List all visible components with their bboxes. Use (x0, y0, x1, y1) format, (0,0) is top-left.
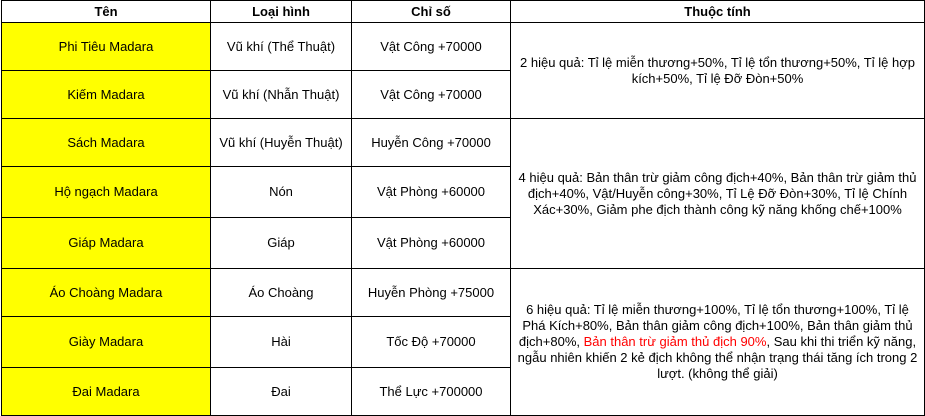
header-row (2, 1, 925, 23)
item-type: Đai (211, 368, 352, 416)
header-stat: Chỉ số (352, 1, 511, 23)
item-name: Phi Tiêu Madara (2, 23, 211, 71)
madara-set-table (1, 0, 925, 416)
item-stat: Vật Phòng +60000 (352, 167, 511, 218)
item-name: Kiếm Madara (2, 71, 211, 119)
item-type: Hài (211, 317, 352, 368)
item-name: Áo Choàng Madara (2, 269, 211, 317)
item-name: Hộ ngạch Madara (2, 167, 211, 218)
header-attribute: Thuộc tính (511, 1, 925, 23)
header-type: Loại hình (211, 1, 352, 23)
item-type: Vũ khí (Thể Thuật) (211, 23, 352, 71)
item-stat: Huyễn Công +70000 (352, 119, 511, 167)
item-type: Giáp (211, 218, 352, 269)
item-type: Vũ khí (Nhẫn Thuật) (211, 71, 352, 119)
set-bonus-6 (511, 269, 925, 416)
item-name: Giáp Madara (2, 218, 211, 269)
item-name: Đai Madara (2, 368, 211, 416)
set-bonus-6-text-before: 6 hiệu quả: Tỉ lệ miễn thương+100%, Tỉ lệ tổn thương+100%, Tỉ lệ Phá Kích+80%, Bản thân giảm công địch+100%, Bản thân giảm thủ địch+80%, (518, 302, 913, 349)
item-stat: Huyễn Phòng +75000 (352, 269, 511, 317)
table-row (2, 269, 925, 317)
set-bonus-4: 4 hiệu quả: Bản thân trừ giảm công địch+40%, Bản thân trừ giảm thủ địch+40%, Vật/Huyễn công+30%, Tỉ Lệ Đỡ Đòn+30%, Tỉ lệ Chính Xác+30%, Giảm phe địch thành công kỹ năng khống chế+100% (511, 119, 925, 269)
item-stat: Tốc Độ +70000 (352, 317, 511, 368)
item-type: Vũ khí (Huyễn Thuật) (211, 119, 352, 167)
set-bonus-2: 2 hiệu quả: Tỉ lệ miễn thương+50%, Tỉ lệ tổn thương+50%, Tỉ lệ hợp kích+50%, Tỉ lệ Đỡ Đòn+50% (511, 23, 925, 119)
item-type: Áo Choàng (211, 269, 352, 317)
item-type: Nón (211, 167, 352, 218)
item-stat: Vật Phòng +60000 (352, 218, 511, 269)
item-stat: Vật Công +70000 (352, 23, 511, 71)
item-stat: Vật Công +70000 (352, 71, 511, 119)
header-name: Tên (2, 1, 211, 23)
set-bonus-6-text-after: , Sau khi thi triển kỹ năng, ngẫu nhiên khiến 2 kẻ địch không thể nhận trạng thái tăng ích trong 2 lượt. (không thể giải) (517, 334, 918, 381)
table-row (2, 119, 925, 167)
table-row (2, 23, 925, 71)
set-bonus-6-highlight: Bản thân trừ giảm thủ địch 90% (583, 334, 767, 349)
item-stat: Thể Lực +700000 (352, 368, 511, 416)
item-name: Giày Madara (2, 317, 211, 368)
item-name: Sách Madara (2, 119, 211, 167)
